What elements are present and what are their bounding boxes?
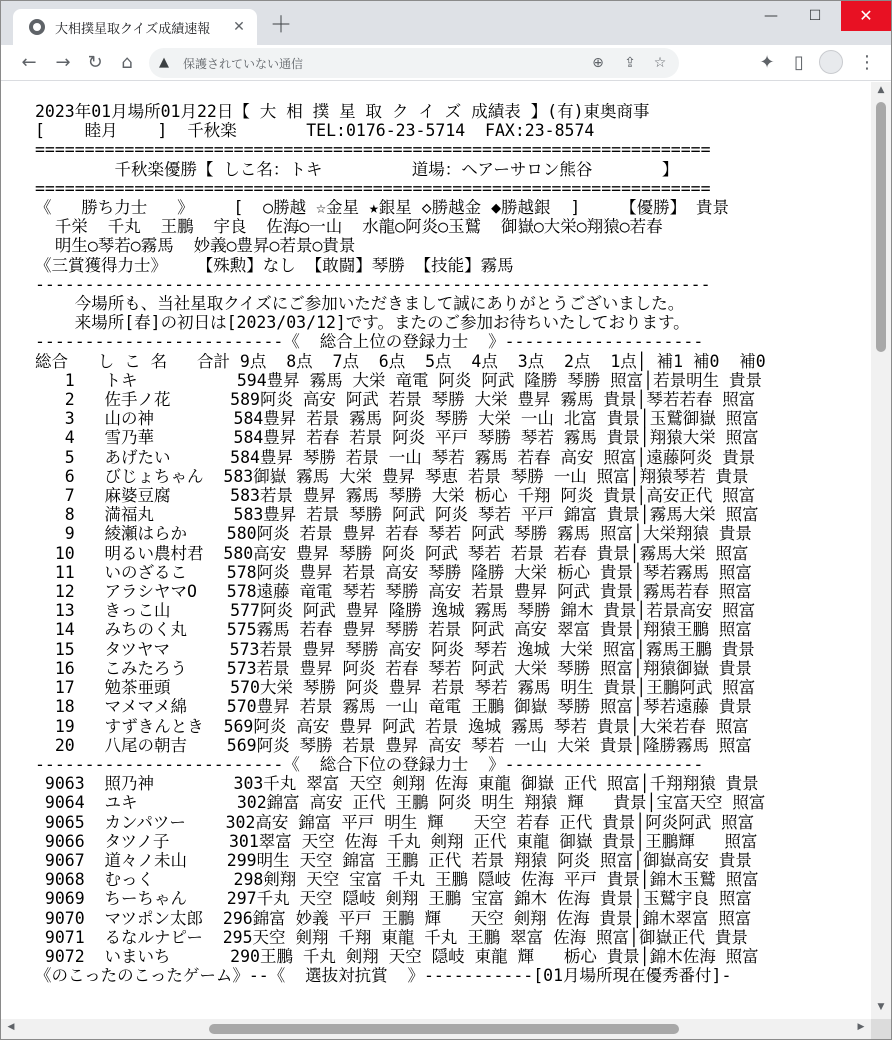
report-line: -------------------------《 総合下位の登録力士 》--------------------	[35, 754, 704, 774]
reload-icon[interactable]: ↻	[87, 52, 103, 73]
star-icon[interactable]: ☆	[653, 55, 667, 71]
forward-icon[interactable]: →	[55, 52, 71, 73]
report-line: 9065 カンパツー 302高安 錦富 平戸 明生 輝 天空 若春 正代 貴景│阿炎阿武 照富	[35, 812, 755, 832]
report-line: 15 タツヤマ 573若景 豊昇 琴勝 高安 阿炎 琴若 逸城 大栄 照富│霧馬王鵬 貴景	[35, 639, 755, 659]
page-content	[1, 82, 871, 1019]
report-line: 7 麻婆豆腐 583若景 豊昇 霧馬 琴勝 大栄 栃心 千翔 阿炎 貴景│高安正代 照富	[35, 486, 756, 506]
scroll-right-icon[interactable]: ▶	[857, 1022, 865, 1032]
report-line: 4 雪乃華 584豊昇 若春 若景 阿炎 平戸 琴勝 琴若 霧馬 貴景│翔猿大栄 照富	[35, 428, 759, 448]
close-window-button[interactable]: ✕	[841, 1, 891, 31]
scrollbar-corner	[871, 1019, 891, 1039]
warning-icon[interactable]: ▲	[159, 55, 169, 70]
report-line: 12 アラシヤマO 578遠藤 竜電 琴若 琴勝 高安 若景 豊昇 阿武 貴景│霧馬若春 照富	[35, 582, 752, 602]
side-panel-icon[interactable]: ▯	[794, 52, 804, 73]
report-line: --------------------------------------------------------------------	[35, 274, 711, 294]
report-line: 8 満福丸 583豊昇 若景 琴勝 阿武 阿炎 琴若 平戸 錦富 貴景│霧馬大栄 照富	[35, 505, 759, 525]
results-report	[35, 102, 766, 985]
report-line: 13 きっこ山 577阿炎 阿武 豊昇 隆勝 逸城 霧馬 琴勝 錦木 貴景│若景高安 照富	[35, 601, 756, 621]
browser-toolbar	[1, 45, 891, 81]
report-line: 11 いのざるこ 578阿炎 豊昇 若景 高安 琴勝 隆勝 大栄 栃心 貴景│琴若霧馬 照富	[35, 562, 752, 582]
report-line: 19 すずきんとき 569阿炎 高安 豊昇 阿武 若景 逸城 霧馬 琴若 貴景│大栄若春 照富	[35, 716, 749, 736]
report-line: ====================================================================	[35, 178, 711, 198]
scroll-up-icon[interactable]: ▲	[877, 85, 885, 95]
report-line: 9066 タツノ子 301翠富 天空 佐海 千丸 剣翔 正代 東龍 御嶽 貴景│王鵬輝 照富	[35, 831, 758, 851]
report-line: [ 睦月 ] 千秋楽 TEL:0176-23-5714 FAX:23-8574	[35, 121, 595, 141]
report-line: 20 八尾の朝吉 569阿炎 琴勝 若景 豊昇 高安 琴若 一山 大栄 貴景│隆勝霧馬 照富	[35, 735, 752, 755]
report-line: 9068 むっく 298剣翔 天空 宝富 千丸 王鵬 隠岐 佐海 平戸 貴景│錦木玉鷲 照富	[35, 870, 759, 890]
report-line: 今場所も、当社星取クイズにご参加いただきまして誠にありがとうございました。	[35, 294, 685, 314]
tab-close-icon[interactable]: ✕	[233, 19, 245, 35]
report-line: 9067 道々ノ未山 299明生 天空 錦富 王鵬 正代 若景 翔猿 阿炎 照富│御嶽高安 貴景	[35, 850, 752, 870]
report-line: 《 勝ち力士 》 [ ○勝越 ☆金星 ★銀星 ◇勝越金 ◆勝越銀 ] 【優勝】 貴景	[35, 198, 730, 218]
report-line: 9070 マツポン太郎 296錦富 妙義 平戸 王鵬 輝 天空 剣翔 佐海 貴景│錦木翠富 照富	[35, 908, 752, 928]
report-line: 千栄 千丸 王鵬 宇良 佐海○一山 水龍○阿炎○玉鷲 御嶽○大栄○翔猿○若春	[35, 217, 663, 237]
address-bar[interactable]	[149, 48, 679, 78]
share-icon[interactable]: ⇪	[624, 55, 636, 71]
zoom-icon[interactable]: ⊕	[592, 55, 604, 71]
report-line: 9069 ちーちゃん 297千丸 天空 隠岐 剣翔 王鵬 宝富 錦木 佐海 貴景│玉鷲宇良 照富	[35, 889, 752, 909]
vertical-scrollbar[interactable]	[871, 82, 891, 1019]
globe-icon	[29, 19, 45, 35]
back-icon[interactable]: ←	[21, 52, 37, 73]
report-line: 9071 るなルナピー 295天空 剣翔 千翔 東龍 千丸 王鵬 翠富 佐海 照富│御嶽正代 貴景	[35, 927, 748, 947]
report-line: 18 マメマメ綿 570豊昇 若景 霧馬 一山 竜電 王鵬 御嶽 琴勝 照富│琴若遠藤 貴景	[35, 697, 752, 717]
report-line: 9063 照乃神 303千丸 翠富 天空 剣翔 佐海 東龍 御嶽 正代 照富│千翔翔猿 貴景	[35, 774, 759, 794]
horizontal-scrollbar[interactable]	[1, 1019, 871, 1039]
report-line: 2023年01月場所01月22日【 大 相 撲 星 取 ク イ ズ 成績表 】(有)東奥商事	[35, 102, 650, 121]
scroll-left-icon[interactable]: ◀	[7, 1022, 15, 1032]
minimize-button[interactable]: —	[764, 8, 778, 24]
tab-title: 大相撲星取クイズ成績速報	[55, 21, 211, 37]
maximize-button[interactable]: ☐	[808, 8, 822, 24]
kebab-menu-icon[interactable]: ⋮	[858, 52, 876, 73]
report-line: 来場所[春]の初日は[2023/03/12]です。またのご参加お待ちいたしております。	[35, 313, 690, 333]
report-line: 《三賞獲得力士》 【殊勲】なし 【敢闘】琴勝 【技能】霧馬	[35, 255, 514, 275]
active-tab[interactable]	[13, 9, 257, 45]
horizontal-scroll-thumb[interactable]	[209, 1024, 679, 1034]
avatar[interactable]	[819, 50, 843, 74]
tab-strip	[1, 1, 891, 45]
report-line: 3 山の神 584豊昇 若景 霧馬 阿炎 琴勝 大栄 一山 北富 貴景│玉鷲御嶽 照富	[35, 409, 759, 429]
report-line: 9072 いまいち 290王鵬 千丸 剣翔 天空 隠岐 東龍 輝 栃心 貴景│錦木佐海 照富	[35, 946, 759, 966]
report-line: -------------------------《 総合上位の登録力士 》--------------------	[35, 332, 704, 352]
report-line: 《のこったのこったゲーム》--《 選抜対抗賞 》-----------[01月場所現在優秀番付]-	[35, 966, 732, 986]
report-line: 2 佐手ノ花 589阿炎 高安 阿武 若景 琴勝 大栄 豊昇 霧馬 貴景│琴若若春 照富	[35, 390, 756, 410]
scroll-down-icon[interactable]: ▼	[877, 1002, 885, 1012]
home-icon[interactable]: ⌂	[121, 52, 133, 73]
report-line: 14 みちのく丸 575霧馬 若春 豊昇 琴勝 若景 阿武 高安 翠富 貴景│翔猿王鵬 照富	[35, 620, 752, 640]
report-line: 10 明るい農村君 580高安 豊昇 琴勝 阿炎 阿武 琴若 若景 若春 貴景│霧馬大栄 照富	[35, 543, 749, 563]
new-tab-button[interactable]: ＋	[269, 13, 292, 38]
report-line: 明生○琴若○霧馬 妙義○豊昇○若景○貴景	[35, 236, 356, 256]
report-line: 1 トキ 594豊昇 霧馬 大栄 竜電 阿炎 阿武 隆勝 琴勝 照富│若景明生 貴景	[35, 370, 763, 390]
report-line: 16 こみたろう 573若景 豊昇 阿炎 若春 琴若 阿武 大栄 琴勝 照富│翔猿御嶽 貴景	[35, 658, 752, 678]
vertical-scroll-thumb[interactable]	[876, 102, 886, 352]
puzzle-icon[interactable]: ✦	[759, 52, 775, 73]
report-line: ====================================================================	[35, 140, 711, 160]
report-line: 千秋楽優勝【 しこ名：トキ 道場：ヘアーサロン熊谷 】	[35, 159, 679, 179]
report-line: 6 びじょちゃん 583御嶽 霧馬 大栄 豊昇 琴恵 若景 琴勝 一山 照富│翔猿琴若 貴景	[35, 466, 749, 486]
report-line: 5 あげたい 584豊昇 琴勝 若景 一山 琴若 霧馬 若春 高安 照富│遠藤阿炎 貴景	[35, 447, 756, 467]
report-line: 9064 ユキ 302錦富 高安 正代 王鵬 阿炎 明生 翔猿 輝 貴景│宝富天空 照富	[35, 793, 766, 813]
security-label: 保護されていない通信	[183, 57, 304, 71]
report-line: 17 勉茶亜頭 570大栄 琴勝 阿炎 豊昇 若景 琴若 霧馬 明生 貴景│王鵬阿武 照富	[35, 678, 756, 698]
report-line: 総合 し こ 名 合計 9点 8点 7点 6点 5点 4点 3点 2点 1点│ 補1 補0 補0	[35, 351, 766, 371]
report-line: 9 綾瀬はらか 580阿炎 若景 豊昇 若春 琴若 阿武 琴勝 霧馬 照富│大栄翔猿 貴景	[35, 524, 752, 544]
